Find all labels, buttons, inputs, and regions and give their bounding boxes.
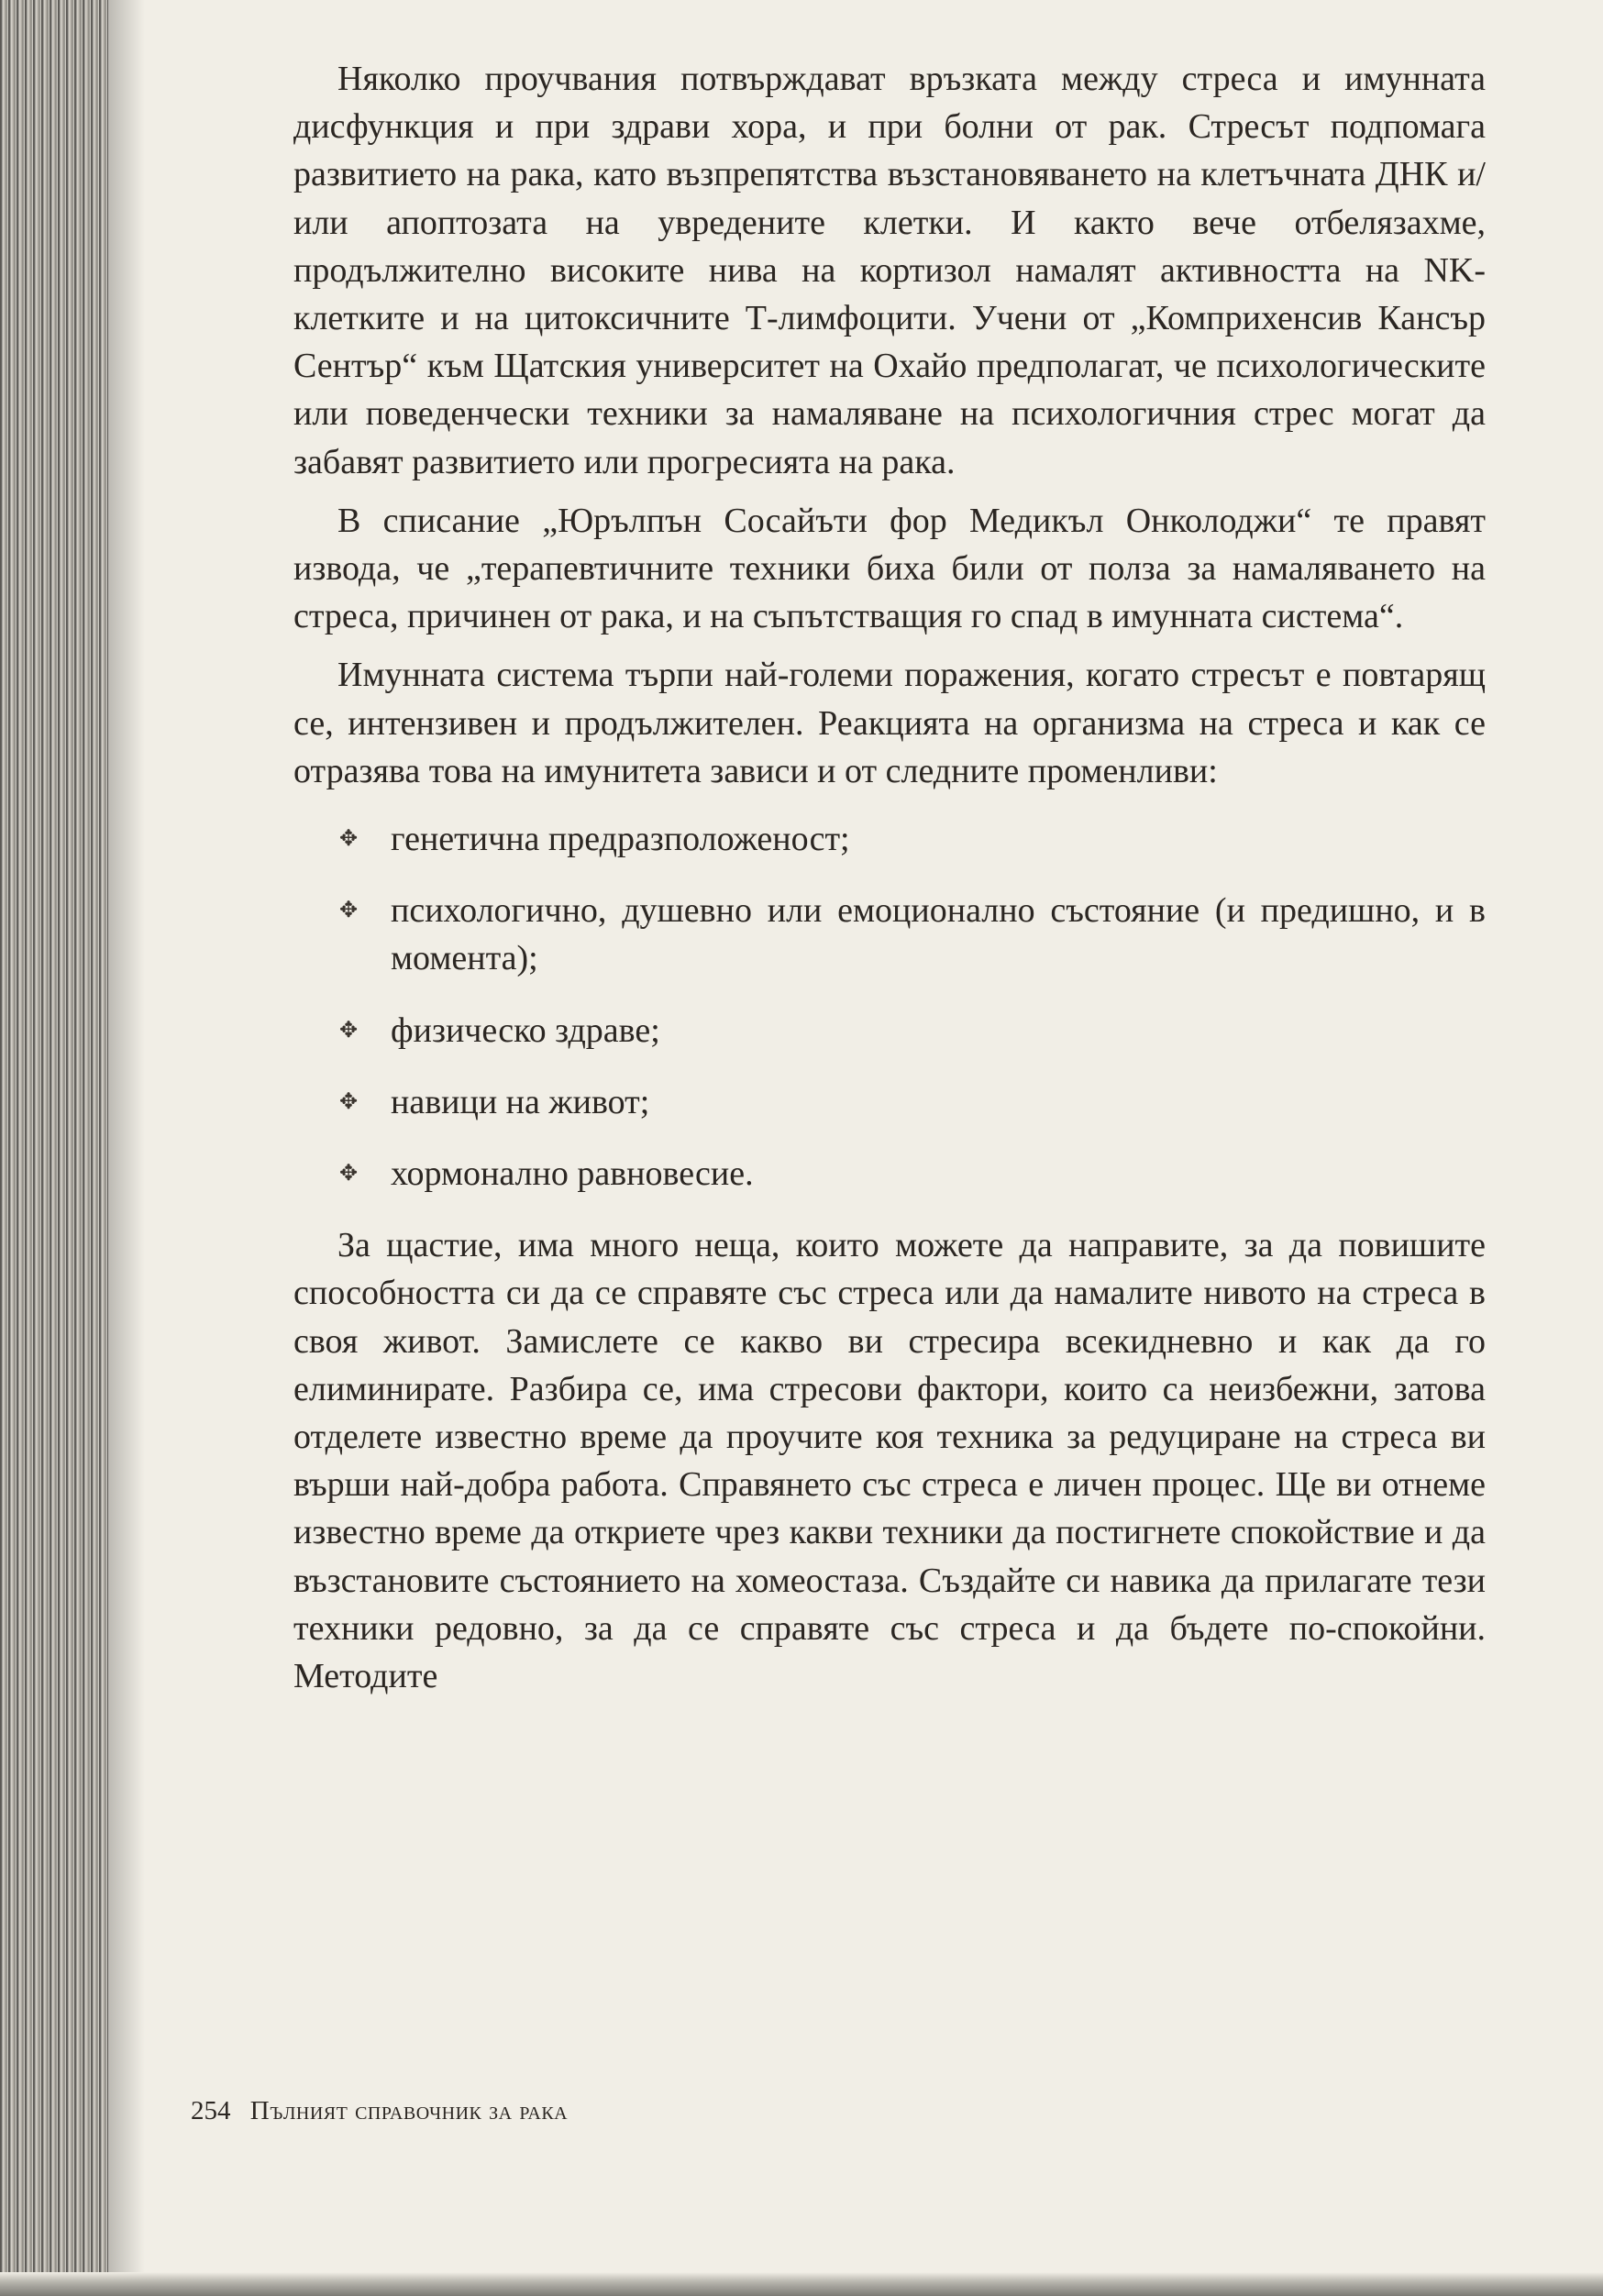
page-bottom-edge bbox=[0, 2272, 1603, 2296]
list-item bbox=[339, 887, 1486, 982]
page-footer bbox=[191, 2092, 568, 2129]
paragraph-journal-conclusion: В списание „Юрълпън Сосайъти фор Медикъл Онколоджи“ те правят извода, че „терапевтичните техники биха били от полза за намаляването на стреса, причинен от рака, и на съпътстващия го спад в имунната система“. bbox=[293, 501, 1486, 636]
ornament-bullet-icon: ✥ bbox=[339, 899, 359, 923]
list-item bbox=[339, 1150, 1486, 1198]
list-item-text: психологично, душевно или емоционално състояние (и предишно, и в момента); bbox=[391, 891, 1486, 978]
ornament-bullet-icon: ✥ bbox=[339, 1162, 359, 1187]
list-item bbox=[339, 815, 1486, 863]
paragraph-immune-variables: Имунната система търпи най-големи поражения, когато стресът е повтарящ се, интензивен и продължителен. Реакцията на организма на стреса и как се отразява това на имунитета зависи и от следните променливи: bbox=[293, 656, 1486, 790]
list-item-text: физическо здраве; bbox=[391, 1010, 660, 1050]
list-item-text: генетична предразположеност; bbox=[391, 820, 850, 859]
paragraph-stress-immune-studies: Няколко проучвания потвърждават връзката между стреса и имунната дисфункция и при здрави хора, и при болни от рак. Стресът подпомага развитието на рака, като възпрепятства възстановяването на клетъчната ДНК и/или апоптозата на увредените клетки. И както вече отбелязахме, продължително високите нива на кортизол намалят активността на NK-клетките и на цитоксичните Т-лимфоцити. Учени от „Комприхенсив Кансър Сентър“ към Щатския университет на Охайо предполагат, че психологическите или поведенчески техники за намаляване на психологичния стрес могат да забавят развитието или прогресията на рака. bbox=[293, 60, 1486, 481]
variables-list bbox=[293, 815, 1486, 1198]
book-page-edges bbox=[0, 0, 108, 2296]
gutter-shadow bbox=[108, 0, 145, 2296]
list-item bbox=[339, 1078, 1486, 1126]
list-item-text: хормонално равновесие. bbox=[391, 1154, 754, 1194]
paragraph-coping-with-stress: За щастие, има много неща, които можете да направите, за да повишите способността си да се справяте със стреса или да намалите нивото на стреса в своя живот. Замислете се какво ви стресира всекидневно и как да го елиминирате. Разбира се, има стресови фактори, които са неизбежни, затова отделете известно време да проучите коя техника за редуциране на стреса ви върши най-добра работа. Справянето със стреса е личен процес. Ще ви отнеме известно време да откриете чрез какви техники да постигнете спокойствие и да възстановите състоянието на хомеостаза. Създайте си навика да прилагате тези техники редовно, за да се справяте със стреса и да бъдете по-спокойни. Методите bbox=[293, 1226, 1486, 1696]
list-item bbox=[339, 1007, 1486, 1054]
ornament-bullet-icon: ✥ bbox=[339, 1018, 359, 1043]
ornament-bullet-icon: ✥ bbox=[339, 1089, 359, 1114]
list-item-text: навици на живот; bbox=[391, 1082, 650, 1121]
running-title: Пълният справочник за рака bbox=[249, 2096, 569, 2125]
ornament-bullet-icon: ✥ bbox=[339, 827, 359, 852]
body-text bbox=[293, 55, 1486, 1700]
page-number: 254 bbox=[191, 2096, 231, 2125]
